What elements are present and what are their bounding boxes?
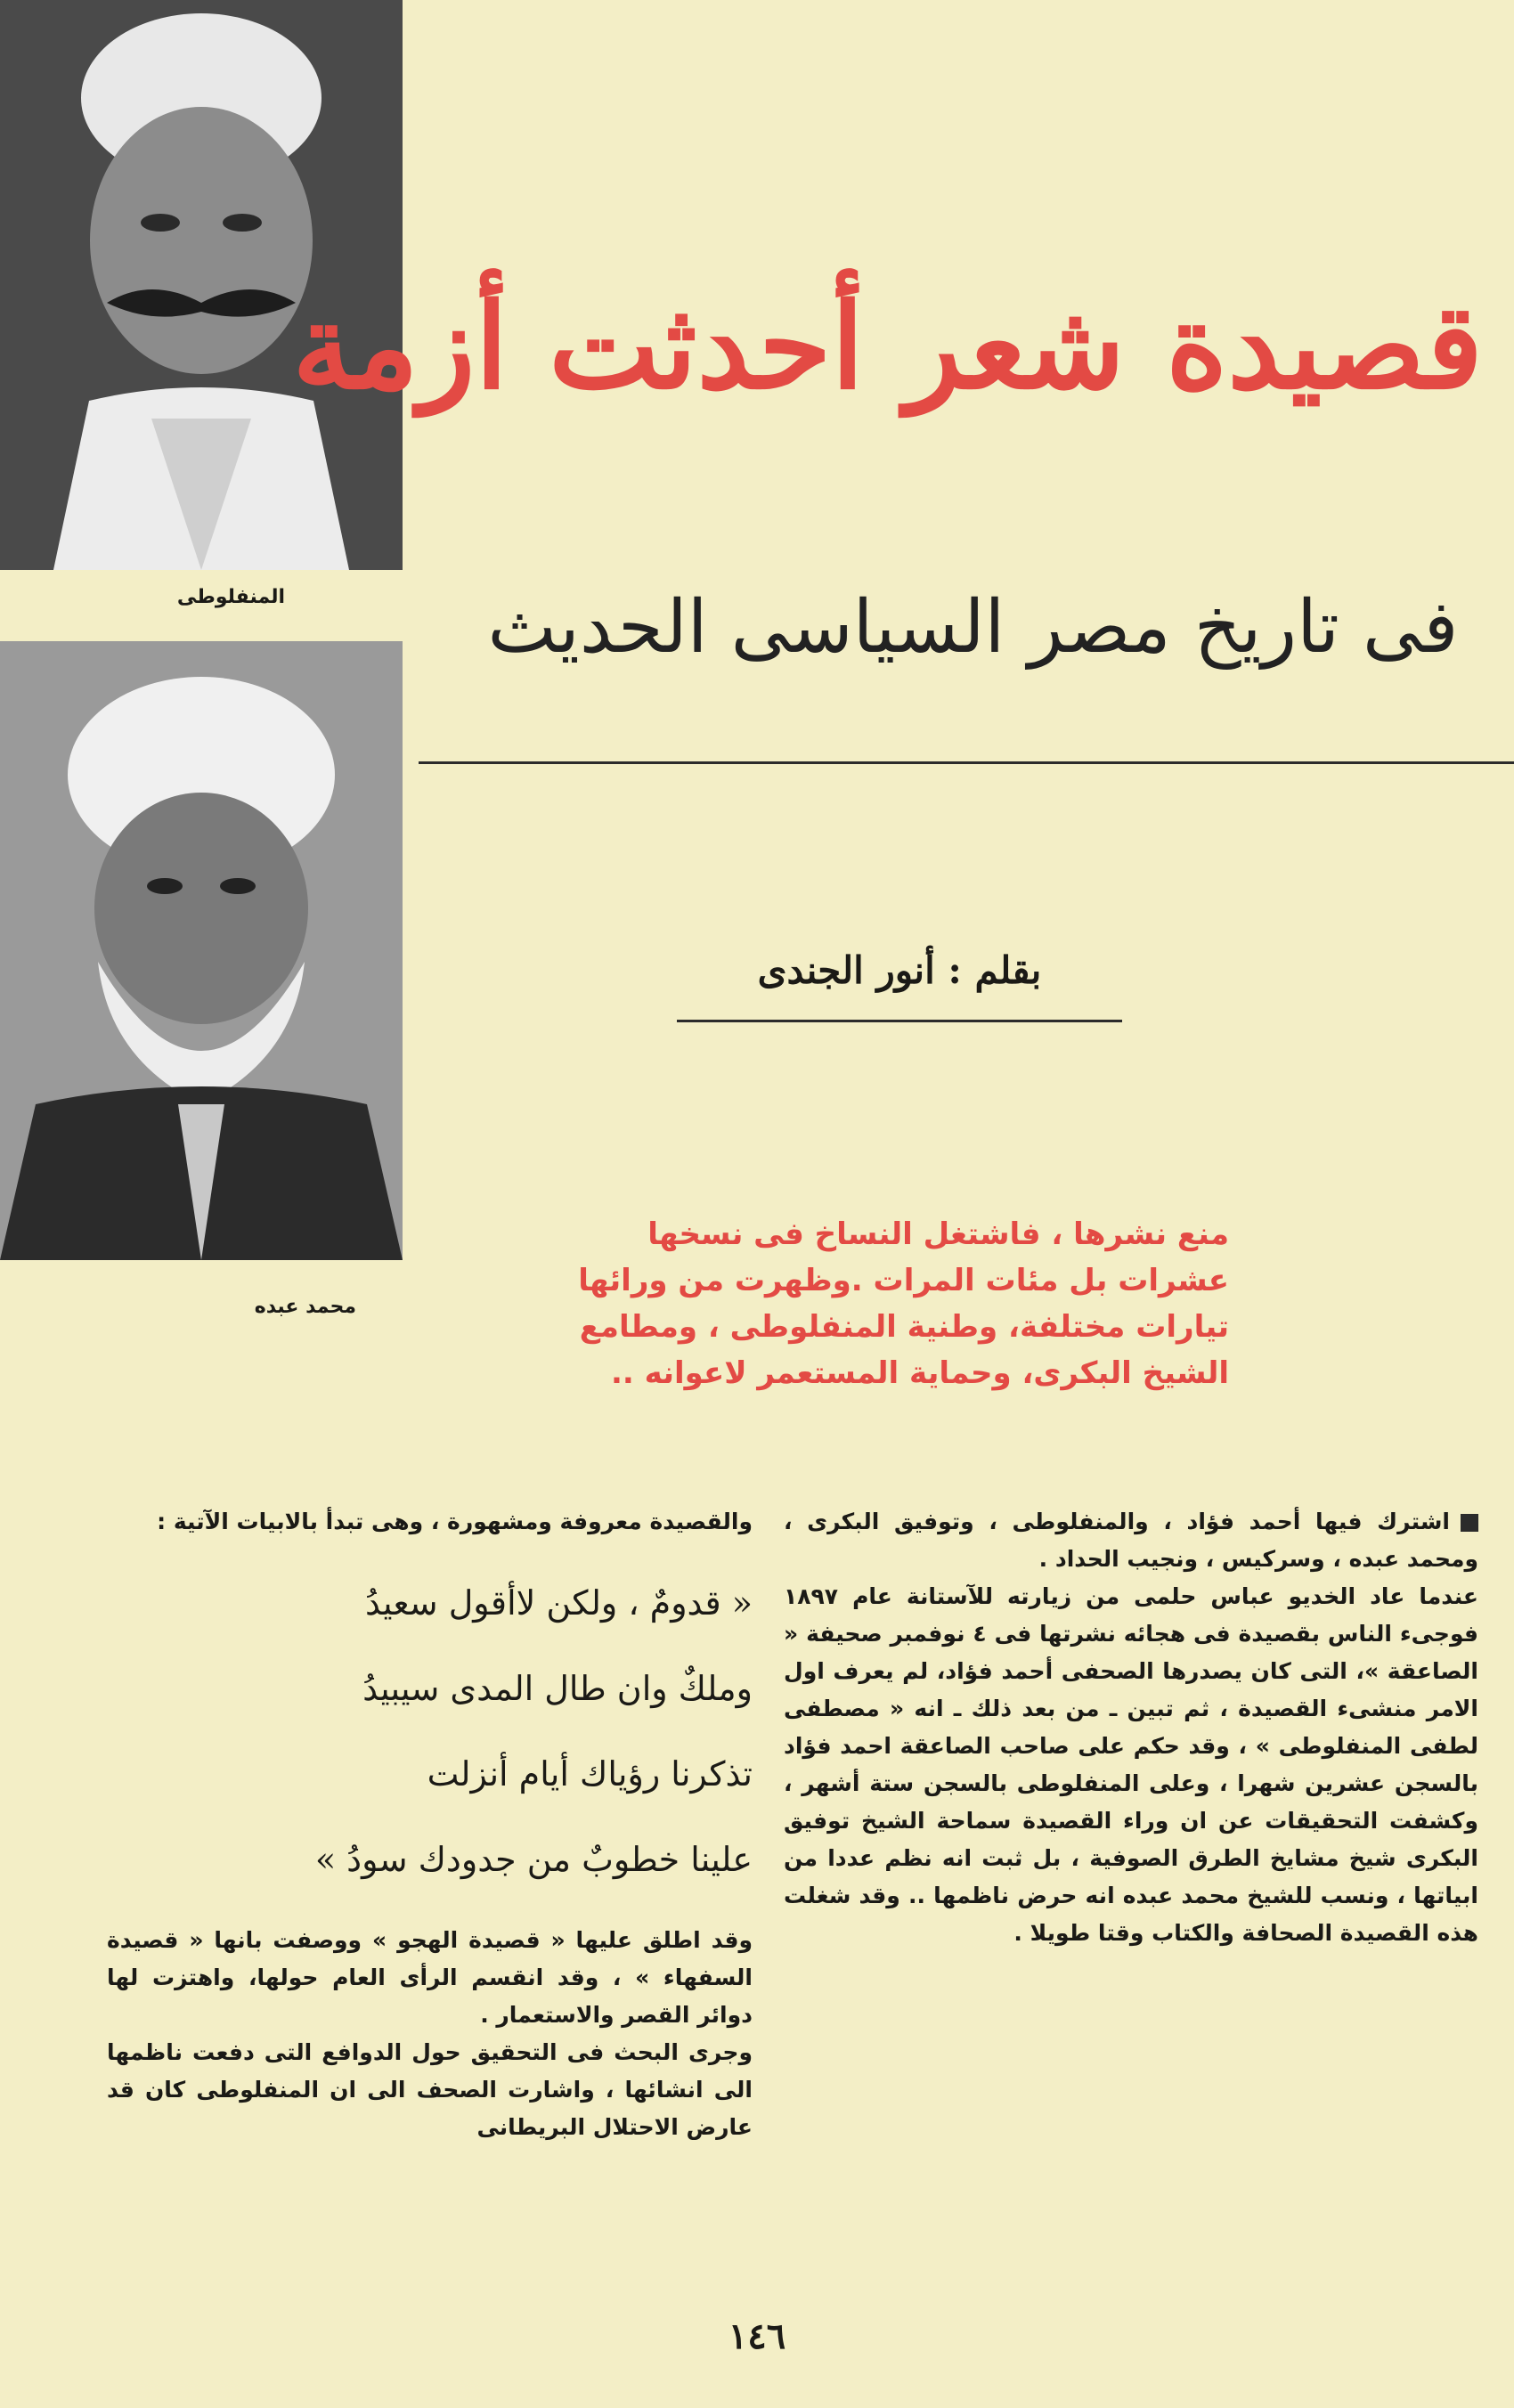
intro-summary [534,1211,1229,1396]
poem-verse: علينا خطوبٌ من جدودك سودُ » [314,1840,753,1879]
byline-underline [677,1020,1122,1022]
page-number: ١٤٦ [728,2315,786,2357]
body-column-right [784,1503,1478,1952]
body-paragraph: والقصيدة معروفة ومشهورة ، وهى تبدأ بالابيات الآتية : [157,1509,753,1534]
article-title: قصيدة شعر أحدثت أزمة [292,278,1483,416]
body-paragraph: وقد اطلق عليها « قصيدة الهجو » ووصفت بانها « قصيدة السفهاء » ، وقد انقسم الرأى العام حولها، واهتزت لها دوائر القصر والاستعمار . [107,1927,753,2028]
portrait-photo-muhammad-abduh [0,641,403,1260]
poem-verses [107,1560,753,1902]
poem-verse: وملكٌ وان طال المدى سيبيدُ [362,1669,753,1708]
body-paragraph: عندما عاد الخديو عباس حلمى من زيارته للآستانة عام ١٨٩٧ فوجىء الناس بقصيدة فى هجائه نشرتها فى ٤ نوفمبر صحيفة « الصاعقة »، التى كان يصدرها الصحفى أحمد فؤاد، لم يعرف اول الامر منشىء القصيدة ، ثم تبين ـ من بعد ذلك ـ انه « مصطفى لطفى المنفلوطى » ، وقد حكم على صاحب الصاعقة احمد فؤاد بالسجن عشرين شهرا ، وعلى المنفلوطى بالسجن ستة أشهر ، وكشفت التحقيقات عن ان وراء القصيدة سماحة الشيخ توفيق البكرى شيخ مشايخ الطرق الصوفية ، بل ثبت انه نظم عددا من ابياتها ، ونسب للشيخ محمد عبده انه حرض ناظمها .. وقد شغلت هذه القصيدة الصحافة والكتاب وقتا طويلا . [784,1583,1478,1946]
intro-line: عشرات بل مئات المرات .وظهرت من ورائها [578,1263,1229,1298]
body-paragraph: وجرى البحث فى التحقيق حول الدوافع التى دفعت ناظمها الى انشائها ، واشارت الصحف الى ان المنفلوطى كان قد عارض الاحتلال البريطانى [107,2039,753,2140]
title-divider [419,761,1514,764]
photo-caption-bottom: محمد عبده [254,1296,356,1318]
article-subtitle: فى تاريخ مصر السياسى الحديث [487,585,1459,670]
author-byline: بقلم : أنور الجندى [757,948,1042,992]
intro-line: تيارات مختلفة، وطنية المنفلوطى ، ومطامع [579,1309,1229,1345]
intro-line: الشيخ البكرى، وحماية المستعمر لاعوانه .. [610,1355,1229,1391]
poem-verse: تذكرنا رؤياك أيام أنزلت [427,1754,753,1794]
intro-line: منع نشرها ، فاشتغل النساخ فى نسخها [647,1216,1229,1252]
body-column-left [107,1503,753,2146]
poem-verse: « قدومٌ ، ولكن لاأقول سعيدُ [365,1583,753,1623]
paragraph-marker-square-icon [1461,1514,1478,1532]
paragraph-text: اشترك فيها أحمد فؤاد ، والمنفلوطى ، وتوفيق البكرى ، ومحمد عبده ، وسركيس ، ونجيب الحداد . [784,1509,1478,1572]
body-paragraph [784,1503,1478,1578]
photo-caption-top: المنفلوطى [176,586,285,608]
